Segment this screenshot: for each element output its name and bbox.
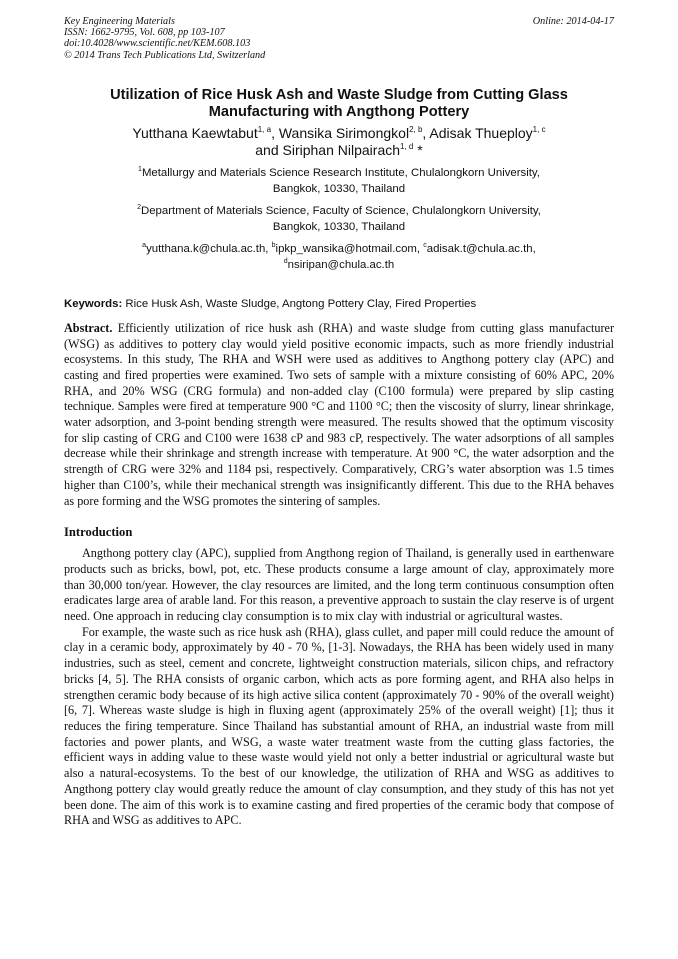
keywords-text: Rice Husk Ash, Waste Sludge, Angtong Pottery Clay, Fired Properties — [125, 297, 477, 310]
author-4-sup: 1, d — [400, 141, 414, 151]
affiliation-2-sup: 2 — [137, 203, 141, 211]
journal-header — [64, 16, 614, 61]
author-list: Yutthana Kaewtabut$^{1, a}$, Wansika Sirimongkol$^{2, b}$, Adisak Thueploy$^{1, c}$ and Siriphan Nilpairach$^{1, d}$ * — [132, 124, 546, 158]
email-b[interactable]: ipkp_wansika@hotmail.com, — [275, 242, 421, 255]
email-b-sup: b — [271, 241, 276, 249]
author-2-sup: 2, b — [409, 124, 423, 134]
keywords — [64, 297, 614, 311]
author-1: Yutthana Kaewtabut — [132, 124, 258, 141]
email-a-sup: a — [142, 241, 147, 249]
author-3-sup: 1, c — [532, 124, 546, 134]
email-d-sup: d — [283, 257, 288, 265]
email-d[interactable]: nsiripan@chula.ac.th — [287, 258, 395, 271]
doi-line: doi:10.4028/www.scientific.net/KEM.608.103 — [64, 38, 251, 50]
section-heading-introduction: Introduction — [64, 525, 133, 540]
email-c[interactable]: adisak.t@chula.ac.th, — [426, 242, 536, 255]
abstract-text: Efficiently utilization of rice husk ash (RHA) and waste sludge from cutting glass manufacturer (WSG) as additives to pottery clay would yield positive economic impacts, such as more friendly industrial ecosystems. In this study, The RHA and WSH were used as additives to Angthong pottery clay (APC) and casting and fired properties were examined. Two sets of sample with a mixture consisting of 60% APC, 20% RHA, and 20% WSG (CRG formula) and non-added clay (C100 formula) were prepared by slip casting technique. Samples were fired at temperature 900 °C and 1100 °C; then the viscosity of slurry, linear shrinkage, water adsorption, and 3-point bending strength were measured. The results showed that the optimum viscosity for slip casting of CRG and C100 were 1638 cP and 983 cP, respectively. The water adsorptions of all samples decrease while their shrinkage and strength increase with temperature. At 900 °C, the water adsorption and the strength of CRG were 32% and 1184 psi, respectively. Comparatively, CRG’s water absorption was 1.5 times higher than C100’s, while their mechanical strength was insignificantly different. This due to the RHA behaves as pore forming and the WSG promotes the sintering of samples. — [64, 320, 615, 508]
author-4: Siriphan Nilpairach — [282, 141, 401, 158]
abstract — [64, 321, 614, 509]
affiliation-1-sup: 1 — [138, 165, 142, 173]
affiliation-1-line-1: Metallurgy and Materials Science Research Institute, Chulalongkorn University, — [141, 166, 540, 179]
email-a[interactable]: yutthana.k@chula.ac.th, — [146, 242, 269, 255]
affiliation-2 — [64, 203, 614, 235]
affiliation-2-line-2: Bangkok, 10330, Thailand — [272, 220, 406, 233]
journal-name: Key Engineering Materials — [64, 16, 175, 27]
author-3: Adisak Thueploy — [429, 124, 533, 141]
corresponding-mark: * — [417, 141, 423, 158]
intro-paragraph-2: For example, the waste such as rice husk ash (RHA), glass cullet, and paper mill could reduce the amount of clay in a ceramic body, approximately by 40 - 70 %, [1-3]. Nowadays, the RHA has been widely used in many industries, such as steel, cement and concrete, lightweight construction materials, silicon chips, and refractory bricks [4, 5]. The RHA consists of organic carbon, which acts as pore forming agent, and RHA also helps in strengthen ceramic body because of its high active silica content (approximately 70 - 90% of the overall weight) [6, 7]. Whereas waste sludge is high in fluxing agent (approximately 25% of the overall weight) [1]; thus it reduces the firing temperature. Since Thailand has substantial amount of RHA, an industrial waste from mill factories and power plants, and WSG, a waste water treatment waste from the cutting glass factories, the efficient ways in adding value to these waste would yield not only a better industrial or agricultural waste but also a natural-ecosystems. To the best of our knowledge, the utilization of RHA and WSG as additives to Angthong pottery clay would greatly reduce the amount of clay consumption, and they study of this has not yet been done. The aim of this work is to examine casting and fired properties of the ceramic body that compose of RHA and WSG as additives to APC. — [64, 624, 614, 828]
author-1-sup: 1, a — [257, 124, 272, 134]
affiliation-1 — [64, 165, 614, 197]
affiliation-2-line-1: Department of Materials Science, Faculty of Science, Chulalongkorn University, — [141, 204, 541, 217]
title-line-1: Utilization of Rice Husk Ash and Waste Sludge from Cutting Glass — [110, 86, 568, 103]
online-date: Online: 2014-04-17 — [532, 16, 614, 27]
issn-line: ISSN: 1662-9795, Vol. 608, pp 103-107 — [64, 27, 225, 39]
email-c-sup: c — [423, 241, 427, 249]
copyright-line: © 2014 Trans Tech Publications Ltd, Switzerland — [64, 49, 266, 61]
paper-title — [64, 87, 614, 122]
title-line-2: Manufacturing with Angthong Pottery — [208, 104, 470, 121]
abstract-label: Abstract. — [64, 320, 113, 335]
author-and: and — [255, 141, 279, 158]
author-2: Wansika Sirimongkol — [278, 124, 410, 141]
paper-page — [64, 16, 614, 829]
intro-paragraph-1: Angthong pottery clay (APC), supplied from Angthong region of Thailand, is generally used in earthenware products such as bricks, bowl, pot, etc. These products consume a large amount of clay, approximately more than 30,000 ton/year. However, the clay resources are limited, and the long term continuous consumption often eradicates large area of arable land. For this reason, a preventive approach to sustain the clay reserve is of urgent need. One approach in reducing clay consumption is to mix clay with industrial or agricultural wastes. — [64, 546, 614, 624]
author-emails — [64, 241, 614, 273]
affiliation-1-line-2: Bangkok, 10330, Thailand — [272, 182, 406, 195]
keywords-label: Keywords: — [64, 297, 123, 310]
